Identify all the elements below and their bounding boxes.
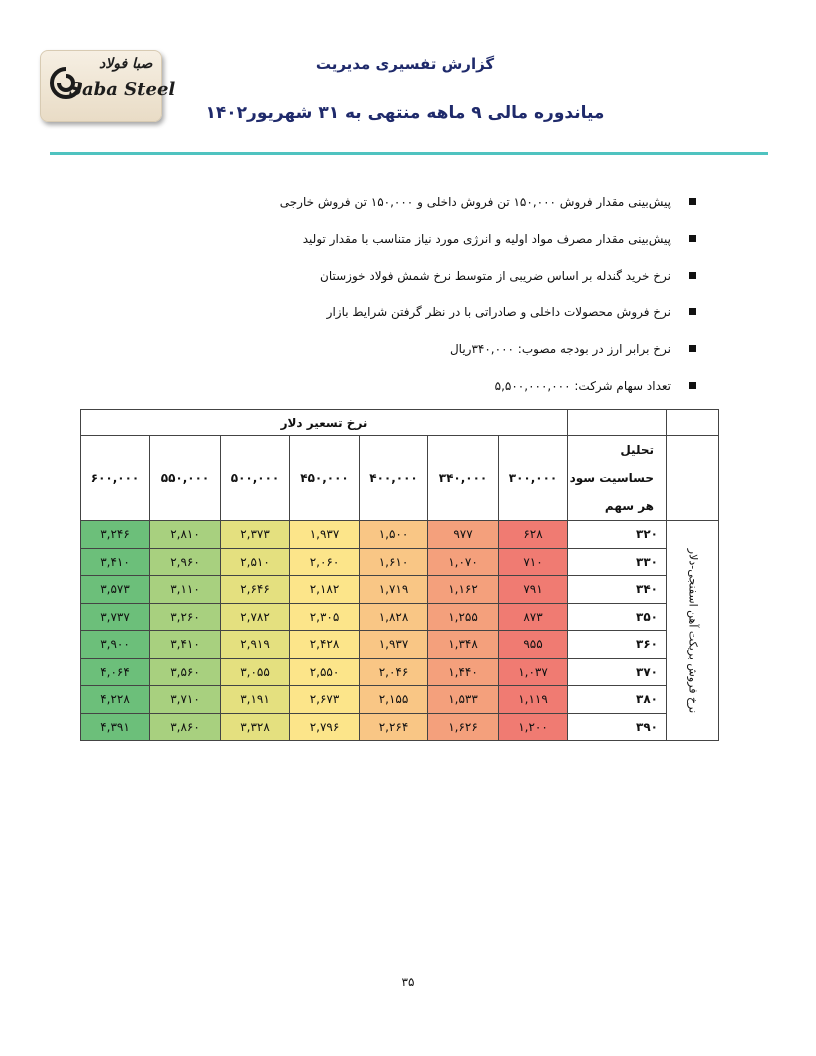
table-cell: ۳,۲۴۶ bbox=[81, 521, 150, 549]
bullet-square-icon bbox=[689, 382, 696, 389]
table-cell: ۳,۱۱۰ bbox=[150, 576, 221, 604]
bullet-square-icon bbox=[689, 308, 696, 315]
table-cell: ۱,۹۳۷ bbox=[290, 521, 360, 549]
table-cell: ۱,۵۳۳ bbox=[428, 686, 499, 714]
row-label: ۳۴۰ bbox=[568, 576, 667, 604]
row-group-title: نرخ فروش بریکت آهن اسفنجی-دلار bbox=[686, 548, 700, 713]
row-label: ۳۹۰ bbox=[568, 713, 667, 741]
table-cell: ۲,۳۷۳ bbox=[221, 521, 290, 549]
table-cell: ۲,۶۴۶ bbox=[221, 576, 290, 604]
table-cell: ۳,۵۷۳ bbox=[81, 576, 150, 604]
table-cell: ۴,۲۲۸ bbox=[81, 686, 150, 714]
column-header: ۴۰۰,۰۰۰ bbox=[360, 436, 428, 521]
row-label: ۳۳۰ bbox=[568, 548, 667, 576]
table-blank-cell bbox=[568, 410, 667, 436]
table-cell: ۱,۳۴۸ bbox=[428, 631, 499, 659]
table-cell: ۳,۹۰۰ bbox=[81, 631, 150, 659]
row-group-cell bbox=[667, 521, 719, 741]
corner-header-line1: تحلیل حساسیت سود bbox=[569, 443, 655, 485]
table-cell: ۶۲۸ bbox=[499, 521, 568, 549]
column-header: ۳۰۰,۰۰۰ bbox=[499, 436, 568, 521]
table-cell: ۲,۷۸۲ bbox=[221, 603, 290, 631]
column-header: ۶۰۰,۰۰۰ bbox=[81, 436, 150, 521]
table-cell: ۴,۰۶۴ bbox=[81, 658, 150, 686]
table-cell: ۲,۹۶۰ bbox=[150, 548, 221, 576]
table-cell: ۳,۸۶۰ bbox=[150, 713, 221, 741]
table-cell: ۱,۸۲۸ bbox=[360, 603, 428, 631]
table-cell: ۱,۱۶۲ bbox=[428, 576, 499, 604]
table-cell: ۱,۰۳۷ bbox=[499, 658, 568, 686]
table-row bbox=[81, 631, 719, 659]
table-cell: ۷۹۱ bbox=[499, 576, 568, 604]
table-cell: ۳,۴۱۰ bbox=[81, 548, 150, 576]
table-cell: ۳,۲۶۰ bbox=[150, 603, 221, 631]
table-row bbox=[81, 576, 719, 604]
company-logo bbox=[40, 50, 176, 122]
row-label: ۳۵۰ bbox=[568, 603, 667, 631]
table-cell: ۱,۶۱۰ bbox=[360, 548, 428, 576]
table-cell: ۱,۴۴۰ bbox=[428, 658, 499, 686]
assumption-item: نرخ خرید گندله بر اساس ضریبی از متوسط نرخ شمش فولاد خوزستان bbox=[176, 267, 696, 304]
table-cell: ۲,۴۲۸ bbox=[290, 631, 360, 659]
table-row bbox=[81, 521, 719, 549]
table-cell: ۲,۸۱۰ bbox=[150, 521, 221, 549]
table-cell: ۱,۰۷۰ bbox=[428, 548, 499, 576]
table-cell: ۳,۳۲۸ bbox=[221, 713, 290, 741]
table-cell: ۱,۵۰۰ bbox=[360, 521, 428, 549]
logo-persian-name: صبا فولاد bbox=[99, 56, 153, 72]
table-cell: ۲,۷۹۶ bbox=[290, 713, 360, 741]
table-cell: ۲,۳۰۵ bbox=[290, 603, 360, 631]
table-row bbox=[81, 713, 719, 741]
table-corner-header bbox=[568, 436, 667, 521]
table-row bbox=[81, 686, 719, 714]
column-header: ۵۵۰,۰۰۰ bbox=[150, 436, 221, 521]
table-cell: ۲,۹۱۹ bbox=[221, 631, 290, 659]
table-cell: ۳,۴۱۰ bbox=[150, 631, 221, 659]
table-cell: ۱,۶۲۶ bbox=[428, 713, 499, 741]
column-header: ۴۵۰,۰۰۰ bbox=[290, 436, 360, 521]
table-cell: ۲,۰۴۶ bbox=[360, 658, 428, 686]
table-cell: ۳,۰۵۵ bbox=[221, 658, 290, 686]
row-label: ۳۲۰ bbox=[568, 521, 667, 549]
table-cell: ۳,۱۹۱ bbox=[221, 686, 290, 714]
table-header-row bbox=[81, 436, 719, 521]
table-cell: ۱,۲۵۵ bbox=[428, 603, 499, 631]
table-row bbox=[81, 548, 719, 576]
table-blank-cell bbox=[667, 436, 719, 521]
row-label: ۳۶۰ bbox=[568, 631, 667, 659]
table-cell: ۹۵۵ bbox=[499, 631, 568, 659]
table-cell: ۲,۱۸۲ bbox=[290, 576, 360, 604]
column-header: ۵۰۰,۰۰۰ bbox=[221, 436, 290, 521]
table-cell: ۲,۰۶۰ bbox=[290, 548, 360, 576]
table-blank-cell bbox=[667, 410, 719, 436]
table-cell: ۴,۳۹۱ bbox=[81, 713, 150, 741]
table-cell: ۷۱۰ bbox=[499, 548, 568, 576]
table-cell: ۱,۱۱۹ bbox=[499, 686, 568, 714]
row-label: ۳۸۰ bbox=[568, 686, 667, 714]
assumption-item: پیش‌بینی مقدار مصرف مواد اولیه و انرژی مورد نیاز متناسب با مقدار تولید bbox=[176, 230, 696, 267]
table-cell: ۱,۲۰۰ bbox=[499, 713, 568, 741]
table-cell: ۲,۶۷۳ bbox=[290, 686, 360, 714]
assumptions-list bbox=[176, 193, 696, 414]
table-cell: ۱,۷۱۹ bbox=[360, 576, 428, 604]
table-cell: ۲,۵۱۰ bbox=[221, 548, 290, 576]
eps-sensitivity-table bbox=[80, 409, 719, 741]
bullet-square-icon bbox=[689, 345, 696, 352]
corner-header-line2: هر سهم bbox=[604, 499, 655, 513]
table-cell: ۹۷۷ bbox=[428, 521, 499, 549]
table-cell: ۸۷۳ bbox=[499, 603, 568, 631]
column-header: ۳۴۰,۰۰۰ bbox=[428, 436, 499, 521]
table-cell: ۳,۷۱۰ bbox=[150, 686, 221, 714]
assumption-item: تعداد سهام شرکت: ۵,۵۰۰,۰۰۰,۰۰۰ bbox=[176, 377, 696, 414]
report-subtitle: میاندوره مالی ۹ ماهه منتهی به ۳۱ شهریور۱۴۰۲ bbox=[205, 103, 605, 123]
assumption-item: نرخ فروش محصولات داخلی و صادراتی با در نظر گرفتن شرایط بازار bbox=[176, 303, 696, 340]
table-cell: ۳,۵۶۰ bbox=[150, 658, 221, 686]
table-row bbox=[81, 603, 719, 631]
table-cell: ۲,۲۶۴ bbox=[360, 713, 428, 741]
table-title-row bbox=[81, 410, 719, 436]
table-cell: ۳,۷۳۷ bbox=[81, 603, 150, 631]
page-number: ۳۵ bbox=[401, 975, 415, 989]
assumption-item: نرخ برابر ارز در بودجه مصوب: ۳۴۰,۰۰۰ریال bbox=[176, 340, 696, 377]
report-title: گزارش تفسیری مدیریت bbox=[315, 55, 495, 73]
table-cell: ۱,۹۳۷ bbox=[360, 631, 428, 659]
table-row bbox=[81, 658, 719, 686]
bullet-square-icon bbox=[689, 198, 696, 205]
table-cell: ۲,۱۵۵ bbox=[360, 686, 428, 714]
logo-english-name: Saba Steel bbox=[69, 79, 176, 100]
header-divider bbox=[50, 152, 768, 155]
row-label: ۳۷۰ bbox=[568, 658, 667, 686]
assumption-item: پیش‌بینی مقدار فروش ۱۵۰,۰۰۰ تن فروش داخلی و ۱۵۰,۰۰۰ تن فروش خارجی bbox=[176, 193, 696, 230]
column-group-title: نرخ تسعیر دلار bbox=[81, 410, 568, 436]
bullet-square-icon bbox=[689, 235, 696, 242]
bullet-square-icon bbox=[689, 272, 696, 279]
table-cell: ۲,۵۵۰ bbox=[290, 658, 360, 686]
